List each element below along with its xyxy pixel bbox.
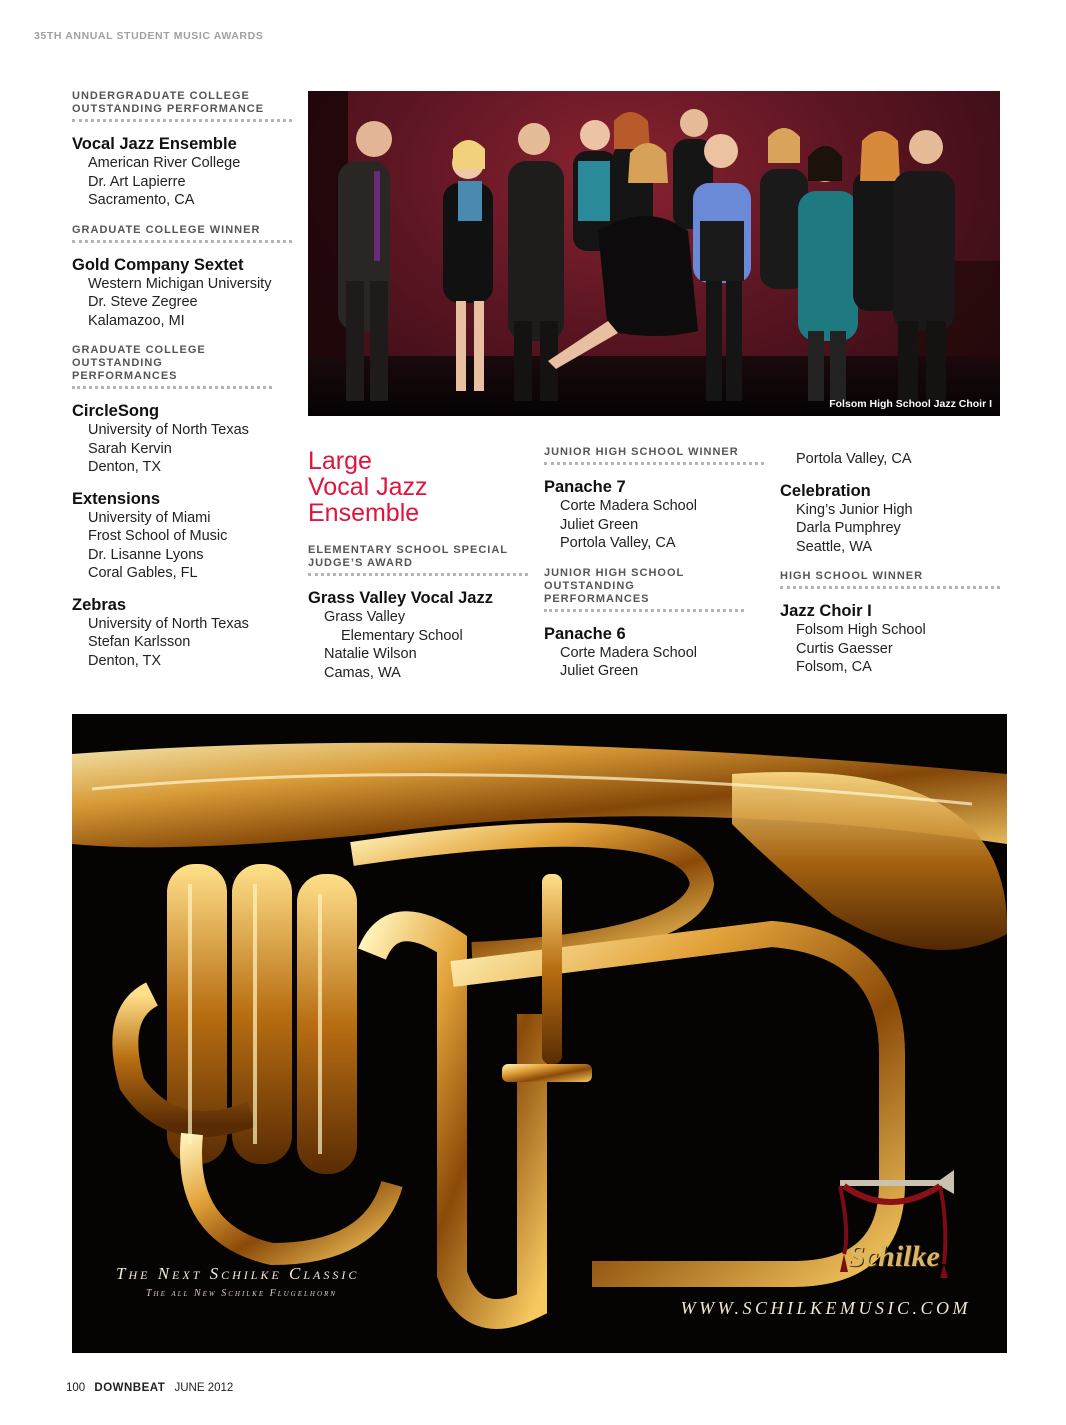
entry-line: Darla Pumphrey [796, 520, 901, 536]
award-entry [780, 601, 1000, 677]
ad-headline: The Next Schilke Classic [116, 1264, 360, 1283]
section-heading: GRADUATE COLLEGE OUTSTANDING PERFORMANCES [72, 344, 272, 389]
schilke-advertisement[interactable] [72, 714, 1007, 1353]
entry-line: Portola Valley, CA [796, 451, 912, 467]
entry-line: King’s Junior High [796, 501, 913, 518]
category-title-line: Ensemble [308, 499, 420, 527]
award-entry [72, 595, 292, 671]
entry-title: Panache 6 [544, 624, 626, 643]
entry-line: Western Michigan University [88, 275, 272, 292]
entry-line: Natalie Wilson [324, 646, 417, 662]
column-1 [72, 90, 292, 670]
ad-website-link[interactable]: WWW.SCHILKEMUSIC.COM [680, 1298, 971, 1318]
entry-line: Corte Madera School [560, 644, 698, 661]
award-entry [72, 401, 292, 477]
photo-caption: Folsom High School Jazz Choir I [829, 398, 992, 410]
entry-line: Stefan Karlsson [88, 634, 191, 650]
section-heading: JUNIOR HIGH SCHOOL WINNER [544, 446, 764, 465]
section-heading: GRADUATE COLLEGE WINNER [72, 224, 292, 243]
entry-line: Folsom High School [796, 622, 926, 638]
entry-line: Denton, TX [88, 459, 162, 475]
award-entry [780, 481, 1000, 557]
logo-wordmark: Schilke [848, 1240, 940, 1273]
section-heading: JUNIOR HIGH SCHOOL OUTSTANDING PERFORMANCES [544, 567, 744, 612]
entry-line: American River College [88, 155, 241, 171]
column-3 [544, 446, 764, 681]
entry-title: Zebras [72, 595, 127, 614]
group-photo [308, 91, 1000, 416]
issue-date: JUNE 2012 [174, 1382, 234, 1394]
award-entry [544, 624, 764, 681]
entry-title: Vocal Jazz Ensemble [72, 135, 237, 153]
entry-title: Jazz Choir I [780, 602, 872, 620]
category-title [308, 448, 528, 526]
entry-title: Extensions [72, 489, 161, 508]
entry-line: Grass Valley [324, 609, 406, 625]
section-heading: UNDERGRADUATE COLLEGE OUTSTANDING PERFORMANCE [72, 90, 292, 122]
entry-line: Seattle, WA [796, 538, 873, 555]
entry-line: University of North Texas [88, 422, 249, 438]
section-heading: HIGH SCHOOL WINNER [780, 570, 1000, 589]
schilke-logo [830, 1164, 958, 1284]
award-entry [72, 255, 292, 331]
section-heading: ELEMENTARY SCHOOL SPECIAL JUDGE’S AWARD [308, 544, 528, 576]
entry-title: Panache 7 [544, 478, 626, 496]
page-number: 100 [66, 1382, 86, 1394]
entry-line: Dr. Lisanne Lyons [88, 546, 204, 563]
award-entry [544, 477, 764, 553]
column-2 [308, 448, 528, 682]
entry-line: Folsom, CA [796, 659, 872, 675]
entry-title: CircleSong [72, 402, 160, 420]
entry-title: Gold Company Sextet [72, 255, 244, 274]
category-title-line: Vocal Jazz [308, 473, 428, 501]
entry-line: Kalamazoo, MI [88, 312, 185, 329]
entry-line: Camas, WA [324, 664, 401, 681]
entry-line: Dr. Steve Zegree [88, 294, 198, 310]
entry-line: Coral Gables, FL [88, 565, 198, 581]
page-footer [66, 1382, 233, 1394]
entry-line: Sacramento, CA [88, 192, 195, 208]
entry-line: Frost School of Music [88, 528, 228, 544]
entry-line: Elementary School [341, 627, 463, 644]
entry-line: Corte Madera School [560, 498, 698, 514]
category-title-line: Large [308, 447, 372, 475]
entry-title: Grass Valley Vocal Jazz [308, 589, 493, 607]
entry-title: Celebration [780, 481, 871, 500]
entry-line: University of North Texas [88, 615, 249, 632]
entry-line: Sarah Kervin [88, 440, 172, 457]
entry-line: Curtis Gaesser [796, 640, 893, 657]
entry-line: Denton, TX [88, 652, 162, 669]
award-entry [308, 588, 528, 682]
ad-subline: The all New Schilke Flugelhorn [146, 1288, 337, 1299]
column-4 [780, 446, 1000, 677]
photo-illustration [308, 91, 1000, 416]
award-entry [72, 134, 292, 210]
entry-line: Portola Valley, CA [560, 535, 676, 551]
entry-line: Juliet Green [560, 516, 639, 533]
magazine-name: DOWNBEAT [94, 1382, 166, 1394]
running-head: 35TH ANNUAL STUDENT MUSIC AWARDS [34, 30, 264, 42]
entry-line: Dr. Art Lapierre [88, 173, 186, 190]
entry-line: Juliet Green [560, 663, 639, 679]
entry-line: University of Miami [88, 509, 211, 526]
award-entry [72, 489, 292, 583]
